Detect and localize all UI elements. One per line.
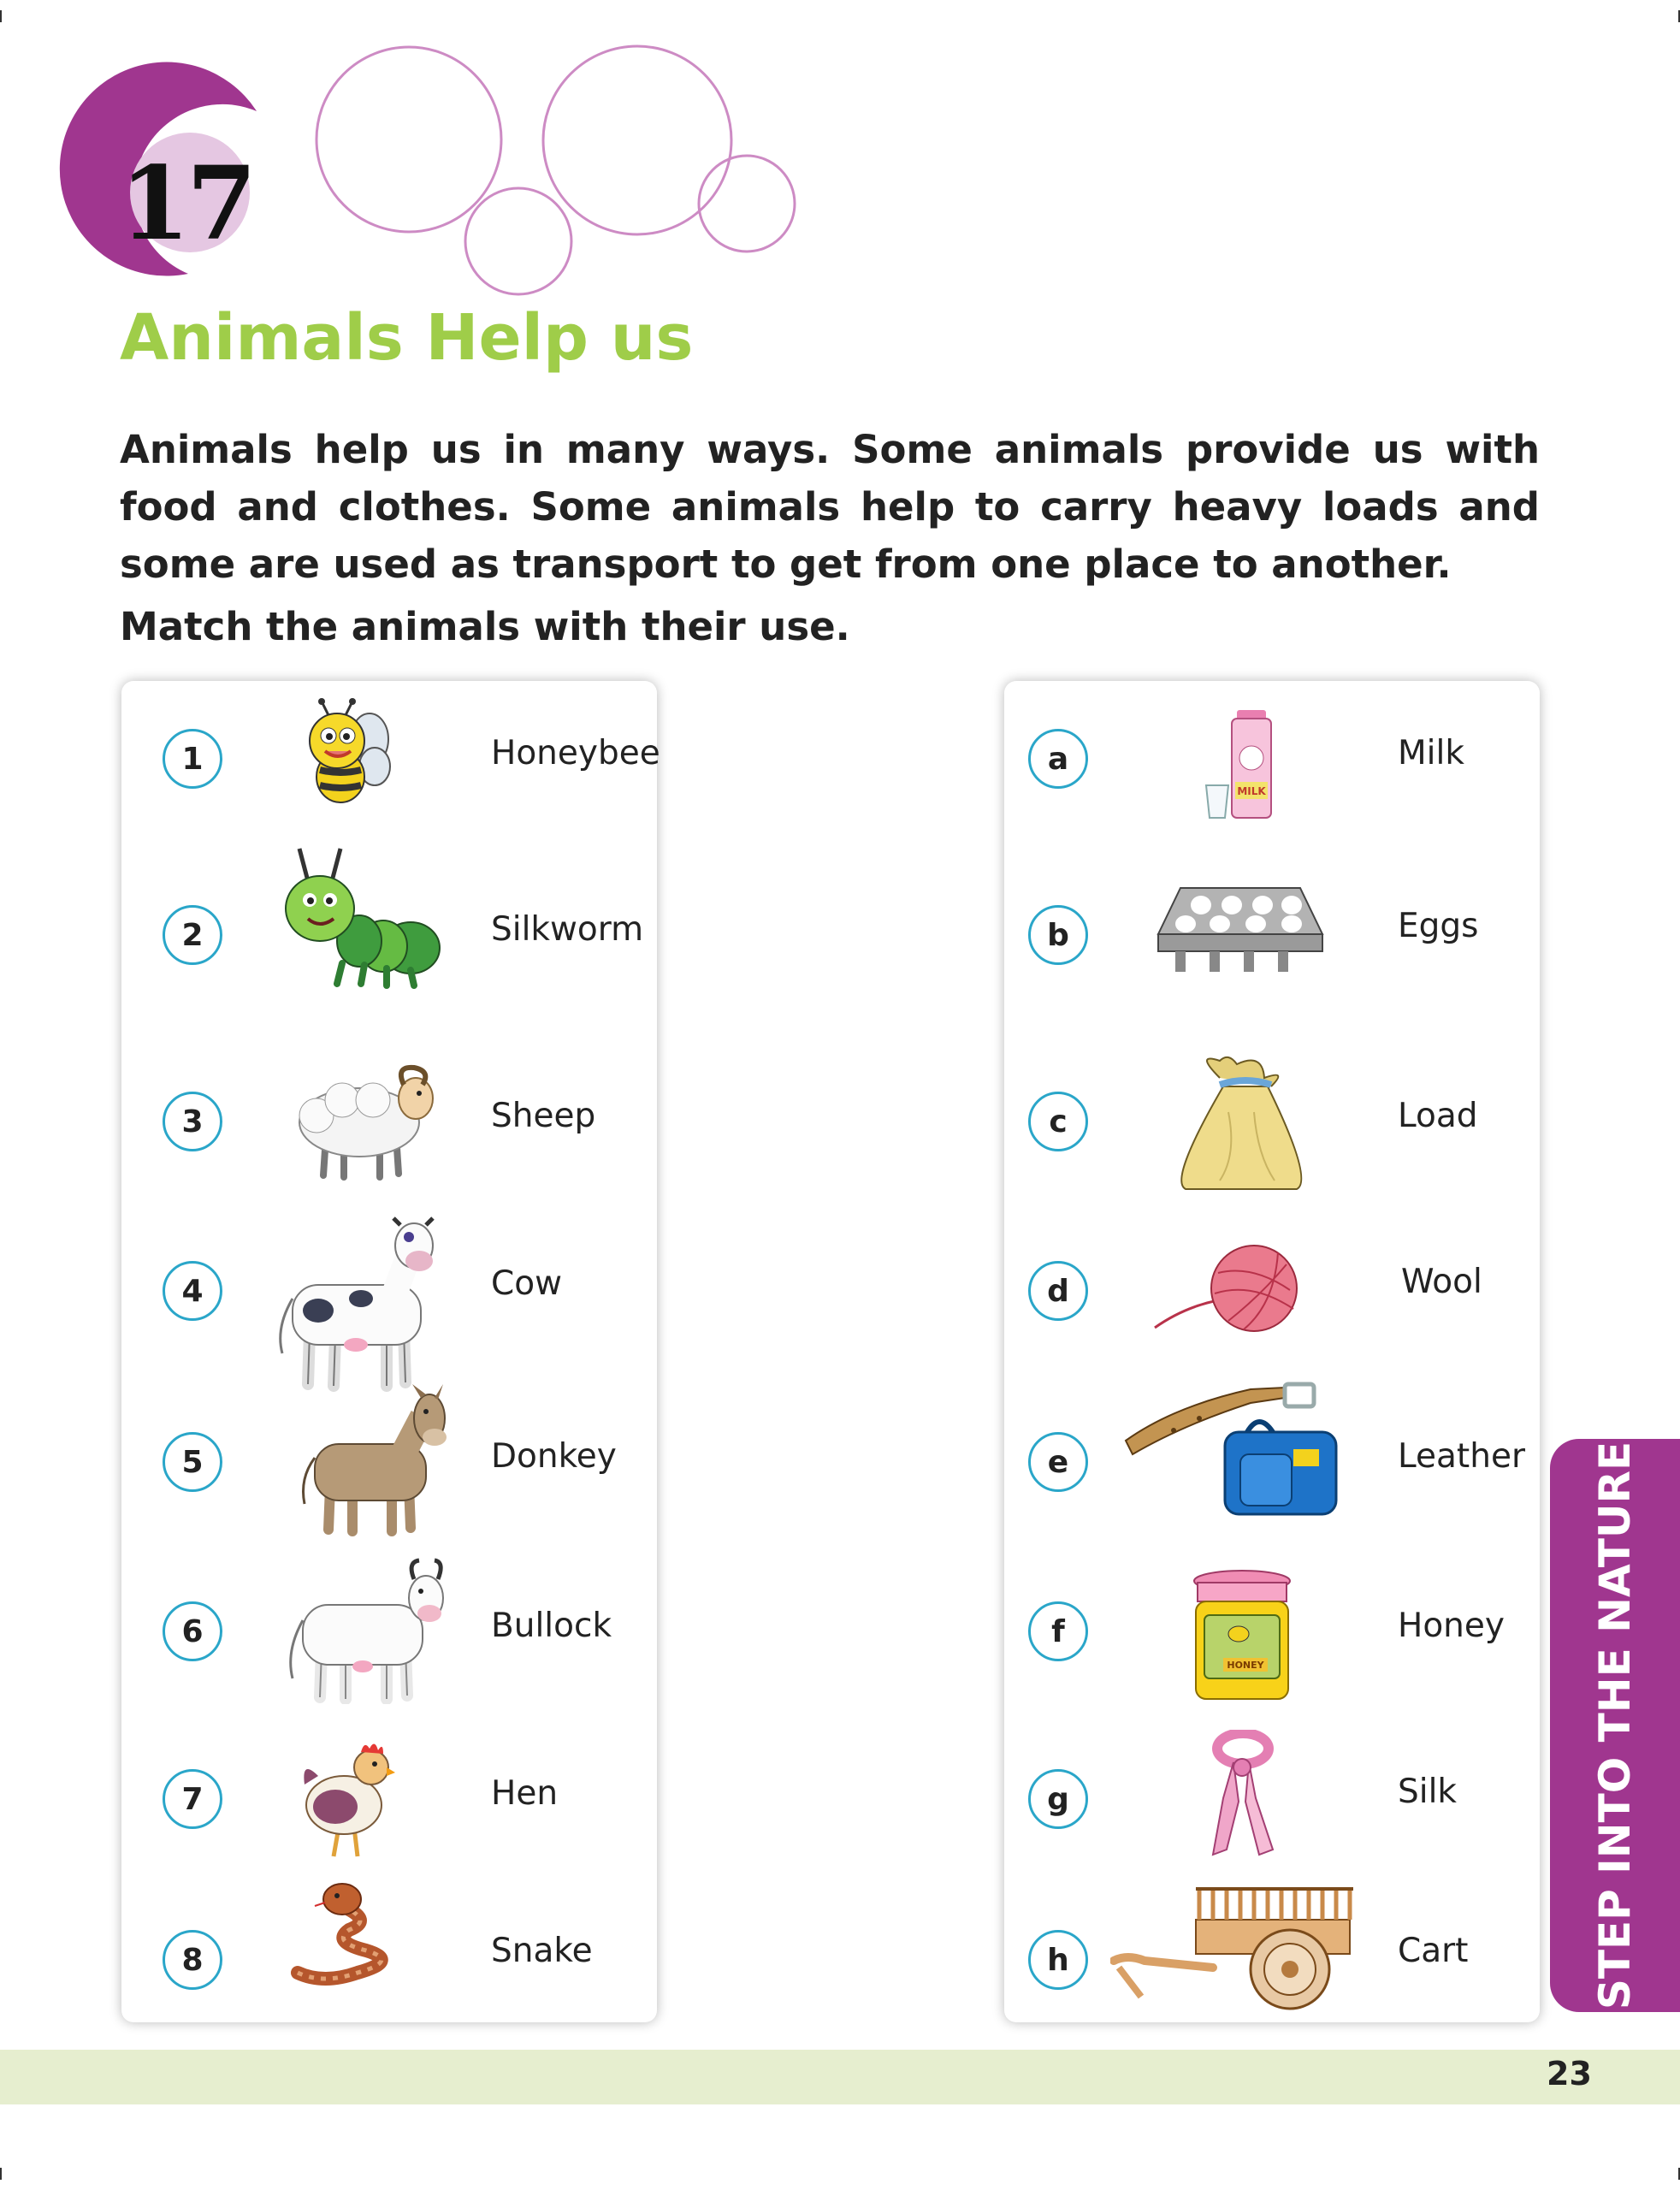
page-number: 23 [1547,2055,1592,2092]
use-row[interactable] [1004,1538,1540,1713]
decor-ring [543,46,731,234]
number-badge: 1 [163,729,222,789]
animal-row[interactable] [121,681,660,835]
use-row[interactable] [1004,1025,1540,1194]
snake-icon [289,1879,409,1986]
animal-row[interactable] [121,1194,657,1372]
instruction: Match the animals with their use. [120,604,850,649]
bullock-icon [274,1557,453,1704]
sheep-icon [291,1056,436,1184]
number-badge: 8 [163,1930,222,1990]
bullock-cart-icon [1110,1885,1367,2014]
use-name: Eggs [1398,907,1479,945]
animal-name: Snake [491,1932,593,1970]
side-tab-label: STEP INTO THE NATURE [1590,1441,1640,2010]
letter-badge: c [1028,1092,1088,1151]
cow-icon [267,1216,447,1394]
use-name: Silk [1398,1773,1458,1811]
number-badge: 7 [163,1769,222,1829]
animal-row[interactable] [121,1025,657,1194]
use-name: Honey [1398,1607,1505,1645]
animal-row[interactable] [121,1372,657,1538]
letter-badge: f [1028,1601,1088,1661]
milk-label: MILK [1237,785,1266,797]
letter-badge: h [1028,1930,1088,1990]
animal-name: Honeybee [491,734,660,772]
animal-name: Donkey [491,1437,617,1476]
uses-panel [1004,681,1540,2022]
animal-row[interactable] [121,1713,657,1872]
milk-icon [1203,707,1280,821]
animals-panel [121,681,660,2022]
number-badge: 4 [163,1261,222,1321]
hen-icon [301,1733,395,1862]
number-badge: 2 [163,905,222,965]
silk-scarf-icon [1204,1730,1281,1858]
use-name: Milk [1398,734,1464,772]
animal-name: Bullock [491,1607,612,1645]
wool-ball-icon [1150,1239,1304,1335]
silkworm-icon [282,847,453,992]
use-row[interactable] [1004,1372,1540,1538]
use-row[interactable] [1004,1872,1540,2022]
animal-row[interactable] [121,1538,657,1713]
footer-band [0,2050,1680,2104]
animal-name: Hen [491,1774,559,1813]
number-badge: 5 [163,1432,222,1492]
leather-belt-bag-icon [1122,1372,1345,1518]
animal-name: Cow [491,1264,562,1303]
honeybee-icon [299,698,393,809]
decor-ring [699,156,795,252]
use-row[interactable] [1004,835,1540,1025]
letter-badge: a [1028,729,1088,789]
use-row[interactable] [1004,1713,1540,1872]
animal-name: Silkworm [491,910,644,949]
use-name: Cart [1398,1932,1469,1970]
animal-row[interactable] [121,835,657,1025]
letter-badge: g [1028,1769,1088,1829]
decor-ring [316,47,501,232]
chapter-title: Animals Help us [120,301,694,375]
load-sack-icon [1168,1052,1314,1193]
intro-paragraph: Animals help us in many ways. Some animals provide us with food and clothes. Some animals help to carry heavy loads and some are used as transport to get from one place to another. [120,427,1540,587]
chapter-number: 17 [120,144,254,263]
letter-badge: b [1028,905,1088,965]
decor-ring [465,188,571,294]
use-name: Wool [1401,1263,1482,1301]
use-name: Load [1398,1097,1478,1135]
eggs-tray-icon [1155,883,1326,974]
number-badge: 6 [163,1601,222,1661]
use-row[interactable] [1004,1194,1540,1372]
donkey-icon [284,1384,455,1538]
side-tab [1550,1439,1680,2012]
honey-jar-icon [1191,1569,1293,1702]
use-row[interactable] [1004,681,1540,835]
letter-badge: e [1028,1432,1088,1492]
honey-label: HONEY [1227,1660,1264,1671]
number-badge: 3 [163,1092,222,1151]
animal-name: Sheep [491,1097,596,1135]
animal-row[interactable] [121,1872,657,2022]
letter-badge: d [1028,1261,1088,1321]
use-name: Leather [1398,1437,1525,1476]
